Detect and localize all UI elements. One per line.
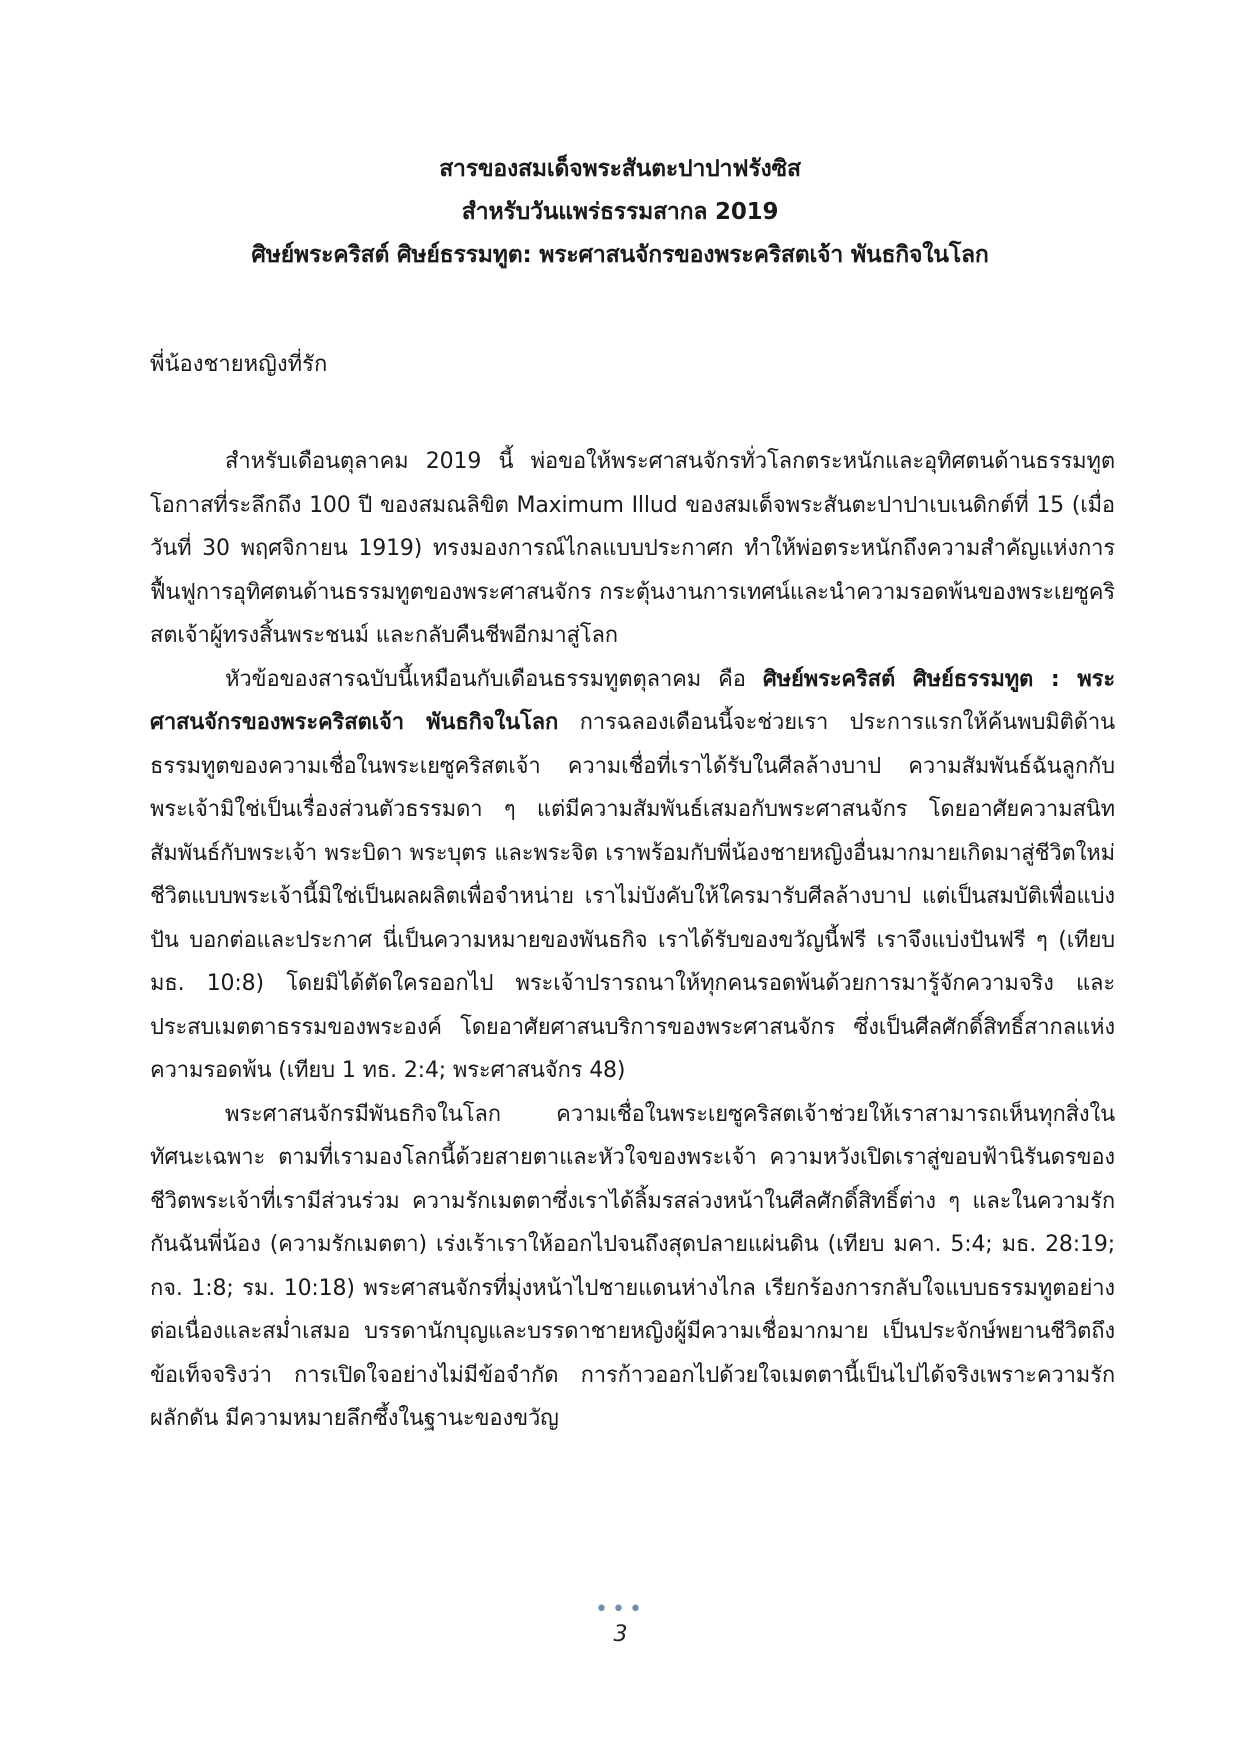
page-number: 3 [613, 1622, 628, 1647]
paragraph-3: พระศาสนจักรมีพันธกิจในโลก ความเชื่อในพระเยซูคริสตเจ้าช่วยให้เราสามารถเห็นทุกสิ่งในทัศนะเฉพาะ ตามที่เรามองโลกนี้ด้วยสายตาและหัวใจของพระเจ้า ความหวังเปิดเราสู่ขอบฟ้านิรันดรของชีวิตพระเจ้าที่เรามีส่วนร่วม ความรักเมตตาซึ่งเราได้ลิ้มรสล่วงหน้าในศีลศักดิ์สิทธิ์ต่าง ๆ และในความรักกันฉันพี่น้อง (ความรักเมตตา) เร่งเร้าเราให้ออกไปจนถึงสุดปลายแผ่นดิน (เทียบ มคา. 5:4; มธ. 28:19; กจ. 1:8; รม. 10:18) พระศาสนจักรที่มุ่งหน้าไปชายแดนห่างไกล เรียกร้องการกลับใจแบบธรรมทูตอย่างต่อเนื่องและสม่ำเสมอ บรรดานักบุญและบรรดาชายหญิงผู้มีความเชื่อมากมาย เป็นประจักษ์พยานชีวิตถึงข้อเท็จจริงว่า การเปิดใจอย่างไม่มีข้อจำกัด การก้าวออกไปด้วยใจเมตตานี้เป็นไปได้จริงเพราะความรักผลักดัน มีความหมายลึกซึ้งในฐานะของขวัญ [150, 1101, 1115, 1431]
paragraph-2 [150, 658, 1115, 1093]
footer-dots: ••• [595, 1597, 646, 1622]
title-line-2: สำหรับวันแพร่ธรรมสากล 2019 [461, 199, 779, 225]
letter-body [150, 440, 1115, 1441]
salutation: พี่น้องชายหญิงที่รัก [150, 352, 328, 377]
title-line-1: สารของสมเด็จพระสันตะปาปาฟรังซิส [439, 156, 801, 182]
title-line-3: ศิษย์พระคริสต์ ศิษย์ธรรมทูต: พระศาสนจักรของพระคริสตเจ้า พันธกิจในโลก [251, 242, 989, 268]
paragraph-2-rest: การฉลองเดือนนี้จะช่วยเรา ประการแรกให้ค้นพบมิติด้านธรรมทูตของความเชื่อในพระเยซูคริสตเจ้า ความเชื่อที่เราได้รับในศีลล้างบาป ความสัมพันธ์ฉันลูกกับพระเจ้ามิใช่เป็นเรื่องส่วนตัวธรรมดา ๆ แต่มีความสัมพันธ์เสมอกับพระศาสนจักร โดยอาศัยความสนิทสัมพันธ์กับพระเจ้า พระบิดา พระบุตร และพระจิต เราพร้อมกับพี่น้องชายหญิงอื่นมากมายเกิดมาสู่ชีวิตใหม่ ชีวิตแบบพระเจ้านี้มิใช่เป็นผลผลิตเพื่อจำหน่าย เราไม่บังคับให้ใครมารับศีลล้างบาป แต่เป็นสมบัติเพื่อแบ่งปัน บอกต่อและประกาศ นี่เป็นความหมายของพันธกิจ เราได้รับของขวัญนี้ฟรี เราจึงแบ่งปันฟรี ๆ (เทียบ มธ. 10:8) โดยมิได้ตัดใครออกไป พระเจ้าปรารถนาให้ทุกคนรอดพ้นด้วยการมารู้จักความจริง และประสบเมตตาธรรมของพระองค์ โดยอาศัยศาสนบริการของพระศาสนจักร ซึ่งเป็นศีลศักดิ์สิทธิ์สากลแห่งความรอดพ้น (เทียบ 1 ทธ. 2:4; พระศาสนจักร 48) [150, 710, 1115, 1083]
paragraph-2-theme: ศิษย์พระคริสต์ ศิษย์ธรรมทูต : พระศาสนจักรของพระคริสตเจ้า พันธกิจในโลก [150, 666, 1115, 735]
title-block [150, 148, 1090, 277]
paragraph-2-intro: หัวข้อของสารฉบับนี้เหมือนกับเดือนธรรมทูตตุลาคม คือ [225, 666, 763, 692]
paragraph-1: สำหรับเดือนตุลาคม 2019 นี้ พ่อขอให้พระศาสนจักรทั่วโลกตระหนักและอุทิศตนด้านธรรมทูต โอกาสที่ระลึกถึง 100 ปี ของสมณลิขิต Maximum Illud ของสมเด็จพระสันตะปาปาเบเนดิกต์ที่ 15 (เมื่อวันที่ 30 พฤศจิกายน 1919) ทรงมองการณ์ไกลแบบประกาศก ทำให้พ่อตระหนักถึงความสำคัญแห่งการฟื้นฟูการอุทิศตนด้านธรรมทูตของพระศาสนจักร กระตุ้นงานการเทศน์และนำความรอดพ้นของพระเยซูคริสตเจ้าผู้ทรงสิ้นพระชนม์ และกลับคืนชีพอีกมาสู่โลก [150, 449, 1115, 648]
